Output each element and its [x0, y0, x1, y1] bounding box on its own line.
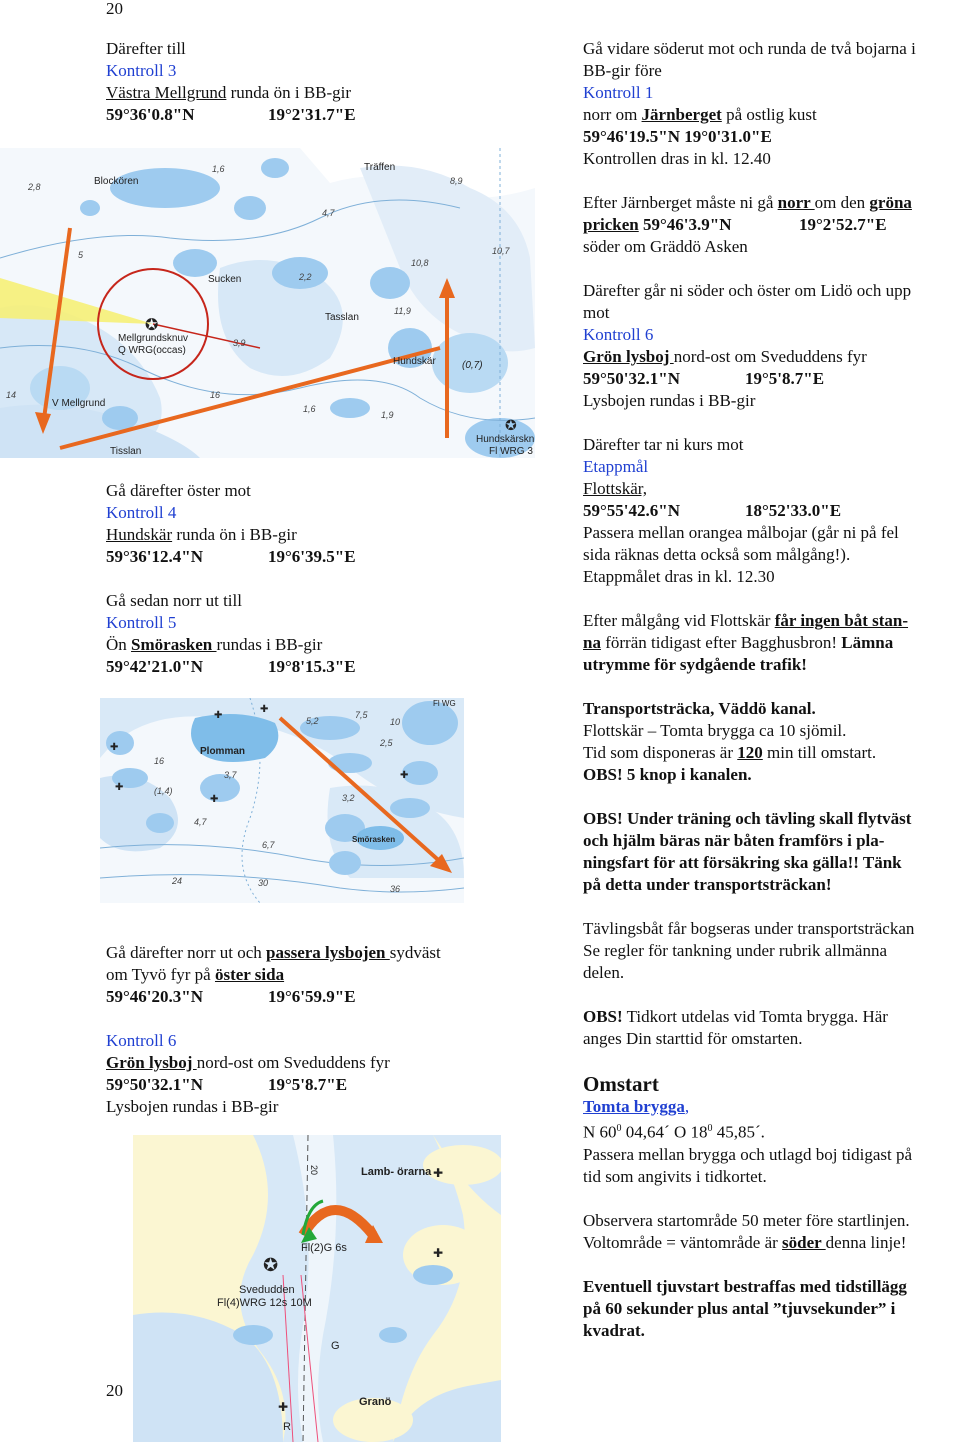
svg-text:✚: ✚ [110, 742, 119, 753]
kontroll-5-block [106, 590, 356, 678]
k5-title: Kontroll 5 [106, 613, 177, 632]
svg-text:3,2: 3,2 [342, 793, 355, 803]
svg-text:16: 16 [210, 390, 221, 400]
k5-place: Smörasken [131, 635, 217, 654]
k6-place: Grön lysboj [106, 1053, 197, 1072]
kontroll-4-block [106, 480, 356, 568]
p7-l1a: OBS! [583, 809, 623, 828]
k3-place: Västra Mellgrund [106, 83, 227, 102]
svg-text:10,7: 10,7 [492, 246, 510, 256]
k5-lat: 59°42'21.0"N [106, 657, 203, 676]
chart3-label-fl4wrg: Fl(4)WRG 12s 10M [217, 1297, 312, 1309]
k6-note: Lysbojen rundas i BB-gir [106, 1097, 279, 1116]
safety-block [583, 808, 916, 896]
p10-c2: 04,64´ O 18 [621, 1122, 708, 1142]
p6-l4: OBS! 5 knop i kanalen. [583, 765, 752, 784]
p2-lon: 19°2'52.7"E [799, 215, 887, 234]
chart-3-svg [133, 1135, 501, 1442]
p2-pricken: pricken [583, 215, 639, 234]
p4-l3: sida räknas detta också som målgång!). [583, 545, 851, 564]
chart1-label-tisslan: Tisslan [110, 446, 142, 457]
chart1-label-hundskarskn: Hundskärskn [476, 434, 535, 445]
p10-l3: tid som angivits i tidkortet. [583, 1166, 767, 1186]
buoy-t2: passera lysbojen [266, 943, 390, 962]
chart1-label-tasslan: Tasslan [325, 312, 359, 323]
nautical-chart-mellgrund [0, 148, 535, 458]
buoy-t3: sydväst [389, 943, 441, 962]
svg-text:1,9: 1,9 [381, 410, 394, 420]
chart3-label-r: R [283, 1421, 291, 1433]
p2-l1a: Efter Järnberget måste ni gå [583, 193, 778, 212]
buoy-t5: öster sida [214, 965, 285, 984]
p5-l3: utrymme för sydgående trafik! [583, 655, 807, 674]
chart3-label-svedudden: Svedudden [239, 1284, 295, 1296]
svg-text:✪: ✪ [145, 315, 159, 334]
p12-l3: kvadrat. [583, 1320, 645, 1340]
p10-l2: Passera mellan brygga och utlagd boj tidigast på [583, 1144, 913, 1164]
p4-lat: 59°55'42.6"N [583, 501, 680, 520]
chart1-label-traffen: Träffen [364, 162, 396, 173]
svg-text:20: 20 [309, 1165, 319, 1176]
p1-l5: Kontrollen dras in kl. 12.40 [583, 149, 771, 168]
svg-text:7,5: 7,5 [355, 710, 368, 720]
p4-place: Flottskär, [583, 479, 648, 498]
svg-text:5,2: 5,2 [306, 716, 319, 726]
kontroll-1-block [583, 38, 916, 170]
k4-lon: 19°6'39.5"E [268, 547, 356, 566]
svg-text:24: 24 [172, 876, 183, 886]
false-start-block [583, 1276, 916, 1342]
chart1-label-flwrg3: Fl WRG 3 [489, 446, 533, 457]
k3-intro: Därefter till [106, 39, 186, 58]
p11-l2c: denna linje! [825, 1232, 907, 1252]
svg-text:5: 5 [78, 250, 84, 260]
svg-text:11,9: 11,9 [394, 306, 411, 316]
p10-comma: , [684, 1097, 690, 1116]
start-area-block [583, 1210, 916, 1254]
k4-lat: 59°36'12.4"N [106, 547, 203, 566]
k6-lat: 59°50'32.1"N [106, 1075, 203, 1094]
kontroll-3-block [106, 38, 356, 126]
p7-l4: på detta under transportsträckan! [583, 875, 832, 894]
buoy-block [106, 942, 441, 1008]
p7-l1b: Under träning och tävling skall flytväst [622, 809, 912, 828]
p4-l2: Passera mellan orangea målbojar (går ni på fel [583, 523, 899, 542]
svg-text:✪: ✪ [505, 418, 517, 434]
p10-place: Tomta brygga [583, 1097, 685, 1116]
p5-l2b: förrän tidigast efter Bagghusbron! [600, 633, 842, 652]
p3-l1: Därefter går ni söder och öster om Lidö och upp [583, 281, 912, 300]
p3-l2: mot [583, 303, 610, 322]
svg-text:✚: ✚ [210, 794, 219, 805]
p7-l2: och hjälm bäras när båten framförs i pla- [583, 831, 885, 850]
chart3-label-lamb-orarna: Lamb- örarna [361, 1166, 432, 1178]
svg-text:3,9: 3,9 [233, 338, 246, 348]
svg-text:✚: ✚ [260, 704, 269, 715]
k6-rest: nord-ost om Sveduddens fyr [196, 1053, 390, 1072]
nautical-chart-svedudden [133, 1135, 501, 1442]
p4-lon: 18°52'33.0"E [745, 501, 842, 520]
k5-intro: Gå sedan norr ut till [106, 591, 242, 610]
p3-note: Lysbojen rundas i BB-gir [583, 391, 756, 410]
p4-title: Etappmål [583, 457, 649, 476]
svg-text:2,2: 2,2 [299, 272, 312, 282]
svg-text:✚: ✚ [433, 1166, 444, 1180]
p12-l1: Eventuell tjuvstart bestraffas med tidstillägg [583, 1276, 907, 1296]
k4-rest: runda ön i BB-gir [172, 525, 297, 544]
buoy-lon: 19°6'59.9"E [268, 987, 356, 1006]
svg-text:4,7: 4,7 [322, 208, 335, 218]
p6-l3c: min till omstart. [762, 743, 877, 762]
svg-text:✚: ✚ [400, 770, 409, 781]
p2-grona: gröna [869, 193, 912, 212]
chart3-label-fl2g: Fl(2)G 6s [301, 1242, 347, 1254]
towing-block [583, 918, 916, 984]
svg-text:2,8: 2,8 [28, 182, 41, 192]
svg-text:8,9: 8,9 [450, 176, 463, 186]
p11-l2a: Voltområde = väntområde är [583, 1232, 783, 1252]
page-number-bottom: 20 [106, 1381, 123, 1400]
svg-text:✚: ✚ [433, 1246, 444, 1260]
p5-l1a: Efter målgång vid Flottskär [583, 611, 775, 630]
p1-l2: BB-gir före [583, 61, 662, 80]
finish-block [583, 610, 916, 676]
p3-lat: 59°50'32.1"N [583, 369, 680, 388]
nautical-chart-smorasken [100, 698, 464, 903]
chart1-label-blockoren: Blockören [94, 176, 139, 187]
page-number-top: 20 [106, 0, 123, 18]
p7-l3: ningsfart för att försäkring ska gälla!! Tänk [583, 853, 902, 872]
right-column [583, 38, 916, 1364]
chart2-label-flwg: Fl WG [433, 699, 456, 708]
p1-title: Kontroll 1 [583, 83, 654, 102]
p9-l1b: Tidkort utdelas vid Tomta brygga. Här [622, 1007, 888, 1026]
p8-l3: delen. [583, 963, 625, 982]
p9-l1a: OBS! [583, 1007, 623, 1026]
svg-text:2,5: 2,5 [380, 738, 393, 748]
p1-jarnberget: Järnberget [641, 105, 722, 124]
p11-l2b: söder [782, 1232, 826, 1252]
k5-pre: Ön [106, 635, 132, 654]
p12-l2: på 60 sekunder plus antal ”tjuvsekunder” i [583, 1298, 896, 1318]
chart2-label-smorasken: Smörasken [352, 835, 396, 844]
svg-text:✚: ✚ [115, 782, 124, 793]
svg-text:3,7: 3,7 [224, 770, 237, 780]
k5-lon: 19°8'15.3"E [268, 657, 356, 676]
chart1-label-sucken: Sucken [208, 274, 242, 285]
k5-rest: rundas i BB-gir [216, 635, 323, 654]
p2-norr: norr [777, 193, 815, 212]
green-mark-block [583, 192, 916, 258]
p4-l4: Etappmålet dras in kl. 12.30 [583, 567, 775, 586]
p2-lat: 59°46'3.9"N [638, 215, 732, 234]
p10-s2: 0 [707, 1123, 713, 1134]
p5-l1b: får ingen båt stan- [774, 611, 909, 630]
p2-l1c: om den [814, 193, 870, 212]
chart3-label-g: G [331, 1340, 340, 1352]
svg-text:36: 36 [390, 884, 401, 894]
svg-text:10: 10 [390, 717, 401, 727]
svg-text:✪: ✪ [263, 1255, 279, 1276]
k6-title: Kontroll 6 [106, 1031, 177, 1050]
svg-text:✚: ✚ [214, 710, 223, 721]
buoy-t1: Gå därefter norr ut och [106, 943, 267, 962]
chart1-label-mellgrundsknuv: Mellgrundsknuv [118, 333, 189, 344]
omstart-block [583, 1072, 916, 1188]
p5-l2c: Lämna [841, 633, 894, 652]
chart1-depth-07: (0,7) [462, 360, 483, 371]
chart1-label-vmellgrund: V Mellgrund [52, 398, 106, 409]
svg-text:16: 16 [154, 756, 165, 766]
p8-l1: Tävlingsbåt får bogseras under transportsträckan [583, 919, 915, 938]
k3-rest: runda ön i BB-gir [226, 83, 352, 102]
p10-c3: 45,85´. [712, 1122, 765, 1142]
p1-l3c: på ostlig kust [721, 105, 817, 124]
p6-l1: Transportsträcka, Väddö kanal. [583, 699, 816, 718]
kontroll-6-block-left [106, 1030, 390, 1118]
svg-text:6,7: 6,7 [262, 840, 275, 850]
transport-block [583, 698, 916, 786]
k3-title: Kontroll 3 [106, 61, 177, 80]
svg-text:14: 14 [6, 390, 17, 400]
svg-text:30: 30 [258, 878, 269, 888]
k3-lat: 59°36'0.8"N [106, 105, 195, 124]
chart1-label-qwrg: Q WRG(occas) [118, 345, 186, 356]
p4-l1: Därefter tar ni kurs mot [583, 435, 744, 454]
etappmal-block [583, 434, 916, 588]
svg-text:✚: ✚ [278, 1400, 289, 1414]
svg-text:1,6: 1,6 [303, 404, 316, 414]
chart-1-svg [0, 148, 535, 458]
p6-l2: Flottskär – Tomta brygga ca 10 sjömil. [583, 721, 847, 740]
k4-intro: Gå därefter öster mot [106, 481, 251, 500]
p1-coords: 59°46'19.5"N 19°0'31.0"E [583, 127, 772, 146]
p2-l3: söder om Gräddö Asken [583, 237, 748, 256]
chart-2-svg [100, 698, 464, 903]
chart3-label-grano: Granö [359, 1396, 392, 1408]
p6-l3a: Tid som disponeras är [583, 743, 738, 762]
k3-lon: 19°2'31.7"E [268, 105, 356, 124]
svg-text:10,8: 10,8 [411, 258, 429, 268]
k4-place: Hundskär [106, 525, 173, 544]
timecard-block [583, 1006, 916, 1050]
p1-l3a: norr om [583, 105, 642, 124]
p5-l2a: na [583, 633, 601, 652]
p10-c1: N 60 [583, 1122, 617, 1142]
buoy-t4: om Tyvö fyr på [106, 965, 215, 984]
chart1-label-hundskar: Hundskär [393, 356, 436, 367]
p10-title: Omstart [583, 1072, 659, 1096]
k6-lon: 19°5'8.7"E [268, 1075, 348, 1094]
p9-l2: anges Din starttid för omstarten. [583, 1029, 803, 1048]
p6-l3b: 120 [737, 743, 763, 762]
kontroll-6-block-right [583, 280, 916, 412]
k4-title: Kontroll 4 [106, 503, 177, 522]
p3-rest: nord-ost om Sveduddens fyr [673, 347, 867, 366]
svg-text:4,7: 4,7 [194, 817, 207, 827]
p3-place: Grön lysboj [583, 347, 674, 366]
p1-l1: Gå vidare söderut mot och runda de två bojarna i [583, 39, 916, 58]
p11-l1: Observera startområde 50 meter före startlinjen. [583, 1210, 910, 1230]
chart2-label-plomman: Plomman [200, 746, 246, 757]
buoy-lat: 59°46'20.3"N [106, 987, 203, 1006]
svg-text:1,6: 1,6 [212, 164, 225, 174]
svg-text:(1,4): (1,4) [154, 786, 173, 796]
p3-title: Kontroll 6 [583, 325, 654, 344]
p8-l2: Se regler för tankning under rubrik allmänna [583, 941, 888, 960]
p10-s1: 0 [616, 1123, 622, 1134]
p3-lon: 19°5'8.7"E [745, 369, 825, 388]
